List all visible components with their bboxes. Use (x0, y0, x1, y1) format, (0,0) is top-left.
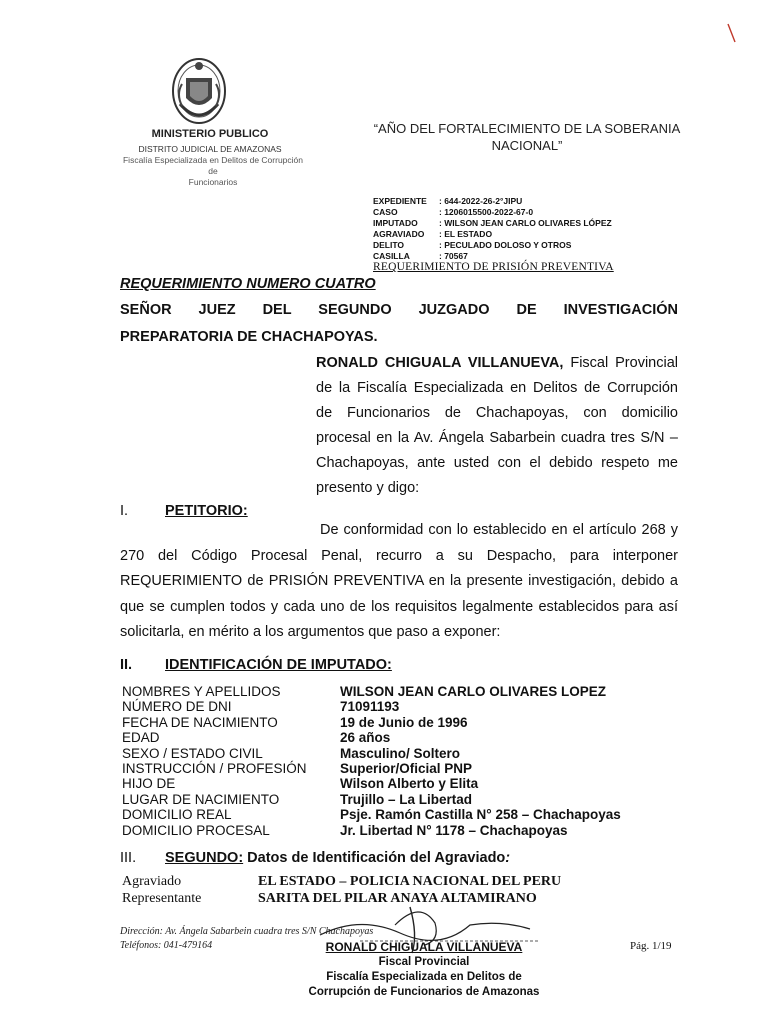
case-info-key: AGRAVIADO (373, 229, 425, 239)
fiscal-name: RONALD CHIGUALA VILLANUEVA, (316, 355, 564, 371)
case-info-key: EXPEDIENTE (373, 196, 427, 206)
motto-line-1: “AÑO DEL FORTALECIMIENTO DE LA SOBERANIA (373, 121, 681, 136)
case-info-value: : 1206015500-2022-67-0 (439, 207, 534, 217)
field-label: Agraviado (122, 874, 182, 889)
field-value: 26 años (340, 730, 391, 746)
field-value: Masculino/ Soltero (340, 745, 461, 761)
signer-office-line-1: Fiscalía Especializada en Delitos de (326, 971, 522, 983)
field-value: 19 de Junio de 1996 (340, 714, 468, 730)
case-info-value: : PECULADO DOLOSO Y OTROS (439, 240, 572, 250)
field-value: Psje. Ramón Castilla N° 258 – Chachapoyas (340, 807, 621, 823)
case-info-block (373, 196, 612, 262)
field-value: EL ESTADO – POLICIA NACIONAL DEL PERU (258, 874, 562, 889)
field-label: FECHA DE NACIMIENTO (122, 714, 278, 730)
field-value: Trujillo – La Libertad (340, 791, 473, 807)
section-2-title: IDENTIFICACIÓN DE IMPUTADO: (165, 657, 392, 673)
office-name (118, 155, 308, 188)
case-info-row (373, 207, 612, 218)
table-row (122, 730, 621, 745)
field-label: HIJO DE (122, 776, 176, 792)
petition-paragraph: De conformidad con lo establecido en el artículo 268 y 270 del Código Procesal Penal, recurro a su Despacho, para interponer REQUERIMIENTO de PRISIÓN PREVENTIVA en la presente investigación, debido a que se cumplen todos y cada uno de los requisitos legalmente establecidos para así solicitarla, en mérito a los argumentos que paso a exponer: (120, 522, 678, 640)
page-number: Pág. 1/19 (630, 940, 672, 952)
office-line-1: Fiscalía Especializada en Delitos de Corrupción de (122, 155, 303, 176)
field-label: NÚMERO DE DNI (122, 699, 232, 715)
field-label: DOMICILIO REAL (122, 807, 232, 823)
section-3-subtitle: Datos de Identificación del Agraviado (243, 850, 506, 866)
field-label: LUGAR DE NACIMIENTO (122, 791, 280, 807)
ministerio-publico-seal (168, 54, 230, 128)
field-label: DOMICILIO PROCESAL (122, 822, 270, 838)
signature-block (290, 940, 558, 1000)
field-label: NOMBRES Y APELLIDOS (122, 684, 281, 699)
case-document-title: REQUERIMIENTO DE PRISIÓN PREVENTIVA (373, 261, 614, 273)
pen-mark (725, 22, 739, 46)
case-info-key: DELITO (373, 240, 405, 250)
year-motto (372, 120, 682, 154)
section-3-heading (165, 850, 510, 866)
case-info-key: CASO (373, 207, 398, 217)
table-row (122, 807, 621, 822)
footer-address: Dirección: Av. Ángela Sabarbein cuadra tres S/N Chachapoyas (120, 926, 374, 937)
footer-phones: Teléfonos: 041-479164 (120, 940, 213, 951)
field-value: WILSON JEAN CARLO OLIVARES LOPEZ (340, 684, 607, 699)
case-info-value: : WILSON JEAN CARLO OLIVARES LÓPEZ (439, 218, 612, 228)
table-row (122, 684, 621, 699)
field-value: Superior/Oficial PNP (340, 761, 473, 777)
addressee-line-2: PREPARATORIA DE CHACHAPOYAS. (120, 329, 378, 345)
table-row (122, 873, 561, 890)
field-value: SARITA DEL PILAR ANAYA ALTAMIRANO (258, 891, 537, 906)
signer-role: Fiscal Provincial (378, 956, 470, 968)
signer-office-line-2: Corrupción de Funcionarios de Amazonas (308, 986, 540, 998)
office-line-2: Funcionarios (188, 177, 238, 187)
table-row (122, 715, 621, 730)
case-info-row (373, 229, 612, 240)
section-3-number: III. (120, 850, 137, 866)
addressee-line-1: SEÑOR JUEZ DEL SEGUNDO JUZGADO DE INVESTIGACIÓN (120, 302, 678, 318)
field-label: INSTRUCCIÓN / PROFESIÓN (122, 761, 307, 777)
case-info-row (373, 218, 612, 229)
section-2-number: II. (120, 657, 133, 673)
institution-name: MINISTERIO PUBLICO (151, 128, 269, 140)
judicial-district: DISTRITO JUDICIAL DE AMAZONAS (138, 144, 282, 154)
table-row (122, 823, 621, 838)
case-info-row (373, 240, 612, 251)
case-info-key: IMPUTADO (373, 218, 418, 228)
fiscal-introduction (316, 351, 678, 501)
case-info-value: : 70567 (439, 251, 468, 261)
case-info-value: : 644-2022-26-2°JIPU (439, 196, 523, 206)
case-info-value: : EL ESTADO (439, 229, 493, 239)
case-info-row (373, 196, 612, 207)
fiscal-intro-text: Fiscal Provincial de la Fiscalía Especializada en Delitos de Corrupción de Funcionarios de Chachapoyas, con domicilio procesal en la Av. Ángela Sabarbein cuadra tres S/N – Chachapoyas, ante usted con el debido respeto me presento y digo: (316, 355, 678, 496)
table-row (122, 761, 621, 776)
section-3-subtitle-end: : (505, 850, 511, 866)
table-row (122, 746, 621, 761)
table-row (122, 699, 621, 714)
defendant-identification-table (122, 684, 621, 838)
field-label: Representante (122, 891, 202, 906)
section-3-title: SEGUNDO: (165, 850, 244, 866)
field-value: 71091193 (340, 699, 400, 715)
table-row (122, 776, 621, 791)
section-1-title: PETITORIO: (165, 503, 248, 519)
field-label: EDAD (122, 730, 160, 746)
request-title: REQUERIMIENTO NUMERO CUATRO (120, 276, 376, 292)
motto-line-2: NACIONAL” (491, 138, 563, 153)
table-row (122, 792, 621, 807)
case-info-key: CASILLA (373, 251, 410, 261)
field-value: Jr. Libertad N° 1178 – Chachapoyas (340, 822, 568, 838)
signer-name: RONALD CHIGUALA VILLANUEVA (325, 940, 523, 954)
field-value: Wilson Alberto y Elita (340, 776, 479, 792)
section-1-number: I. (120, 503, 129, 519)
field-label: SEXO / ESTADO CIVIL (122, 745, 263, 761)
